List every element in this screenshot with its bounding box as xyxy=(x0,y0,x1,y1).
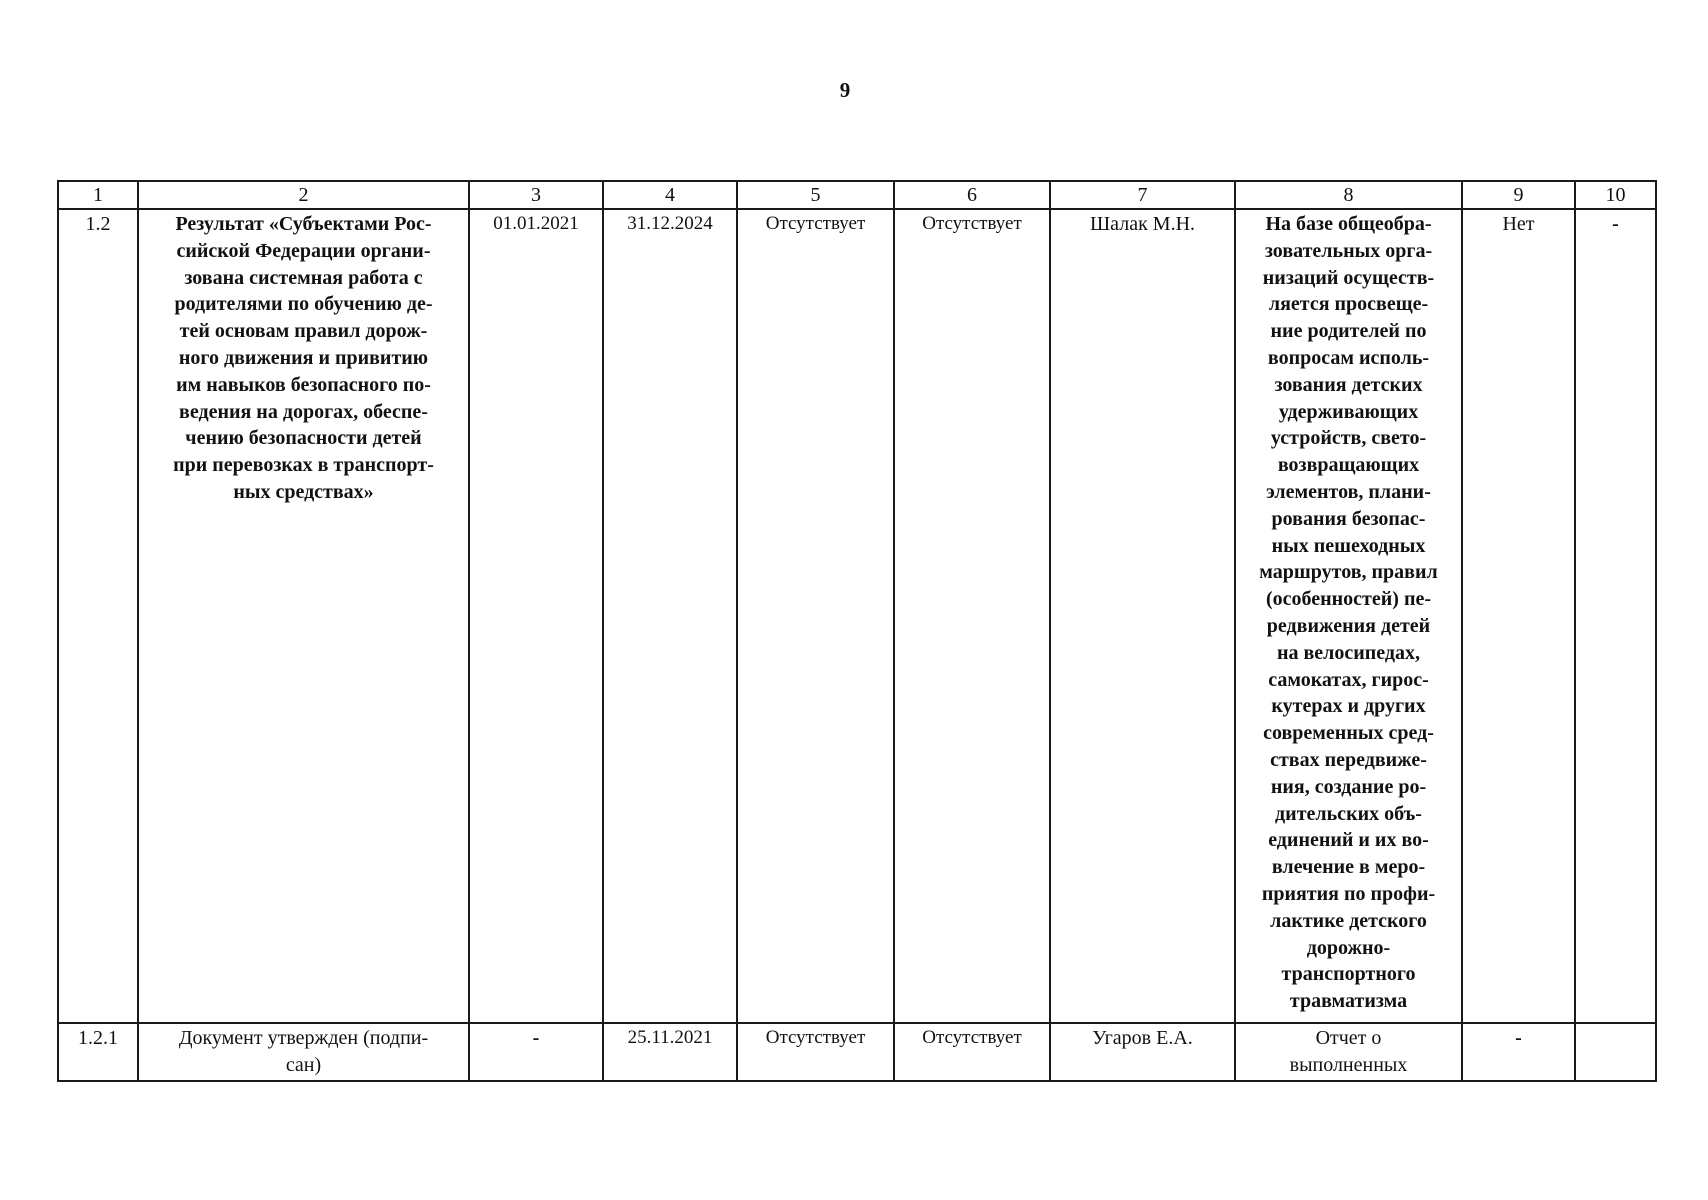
row-number-cell: 1.2.1 xyxy=(58,1023,138,1081)
end-date-cell: 31.12.2024 xyxy=(603,209,737,1023)
col5-cell: Отсутствует xyxy=(737,209,894,1023)
end-date-cell: 25.11.2021 xyxy=(603,1023,737,1081)
row-number-cell: 1.2 xyxy=(58,209,138,1023)
header-cell: 5 xyxy=(737,181,894,209)
header-cell: 1 xyxy=(58,181,138,209)
header-cell: 6 xyxy=(894,181,1050,209)
start-date-cell: 01.01.2021 xyxy=(469,209,603,1023)
responsible-cell: Шалак М.Н. xyxy=(1050,209,1235,1023)
header-cell: 8 xyxy=(1235,181,1462,209)
control-points-table xyxy=(57,180,1657,1082)
table-row xyxy=(58,209,1656,1023)
result-name-cell: Результат «Субъектами Рос- сийской Федерации органи- зована системная работа с родителями по обучению де- тей основам правил дорож- ного движения и привитию им навыков безопасного по- ведения на дорогах, обеспе- чению безопасности детей при перевозках в транспорт- ных средствах» xyxy=(138,209,469,1023)
col10-cell: - xyxy=(1575,209,1656,1023)
header-cell: 10 xyxy=(1575,181,1656,209)
start-date-cell: - xyxy=(469,1023,603,1081)
col6-cell: Отсутствует xyxy=(894,209,1050,1023)
description-cell: Отчет о выполненных xyxy=(1235,1023,1462,1081)
description-cell: На базе общеобра- зовательных орга- низаций осуществ- ляется просвеще- ние родителей по вопросам исполь- зования детских удерживающих устройств, свето- возвращающих элементов, плани- рования безопас- ных пешеходных маршрутов, правил (особенностей) пе- редвижения детей на велосипедах, самокатах, гирос- кутерах и других современных сред- ствах передвиже- ния, создание ро- дительских объ- единений и их во- влечение в меро- приятия по профи- лактике детского дорожно- транспортного травматизма xyxy=(1235,209,1462,1023)
header-cell: 7 xyxy=(1050,181,1235,209)
header-cell: 2 xyxy=(138,181,469,209)
header-cell: 9 xyxy=(1462,181,1575,209)
header-cell: 4 xyxy=(603,181,737,209)
responsible-cell: Угаров Е.А. xyxy=(1050,1023,1235,1081)
result-name-cell: Документ утвержден (подпи- сан) xyxy=(138,1023,469,1081)
col10-cell xyxy=(1575,1023,1656,1081)
col6-cell: Отсутствует xyxy=(894,1023,1050,1081)
header-row xyxy=(58,181,1656,209)
col9-cell: Нет xyxy=(1462,209,1575,1023)
header-cell: 3 xyxy=(469,181,603,209)
table-row xyxy=(58,1023,1656,1081)
col9-cell: - xyxy=(1462,1023,1575,1081)
page-number: 9 xyxy=(839,78,851,102)
col5-cell: Отсутствует xyxy=(737,1023,894,1081)
